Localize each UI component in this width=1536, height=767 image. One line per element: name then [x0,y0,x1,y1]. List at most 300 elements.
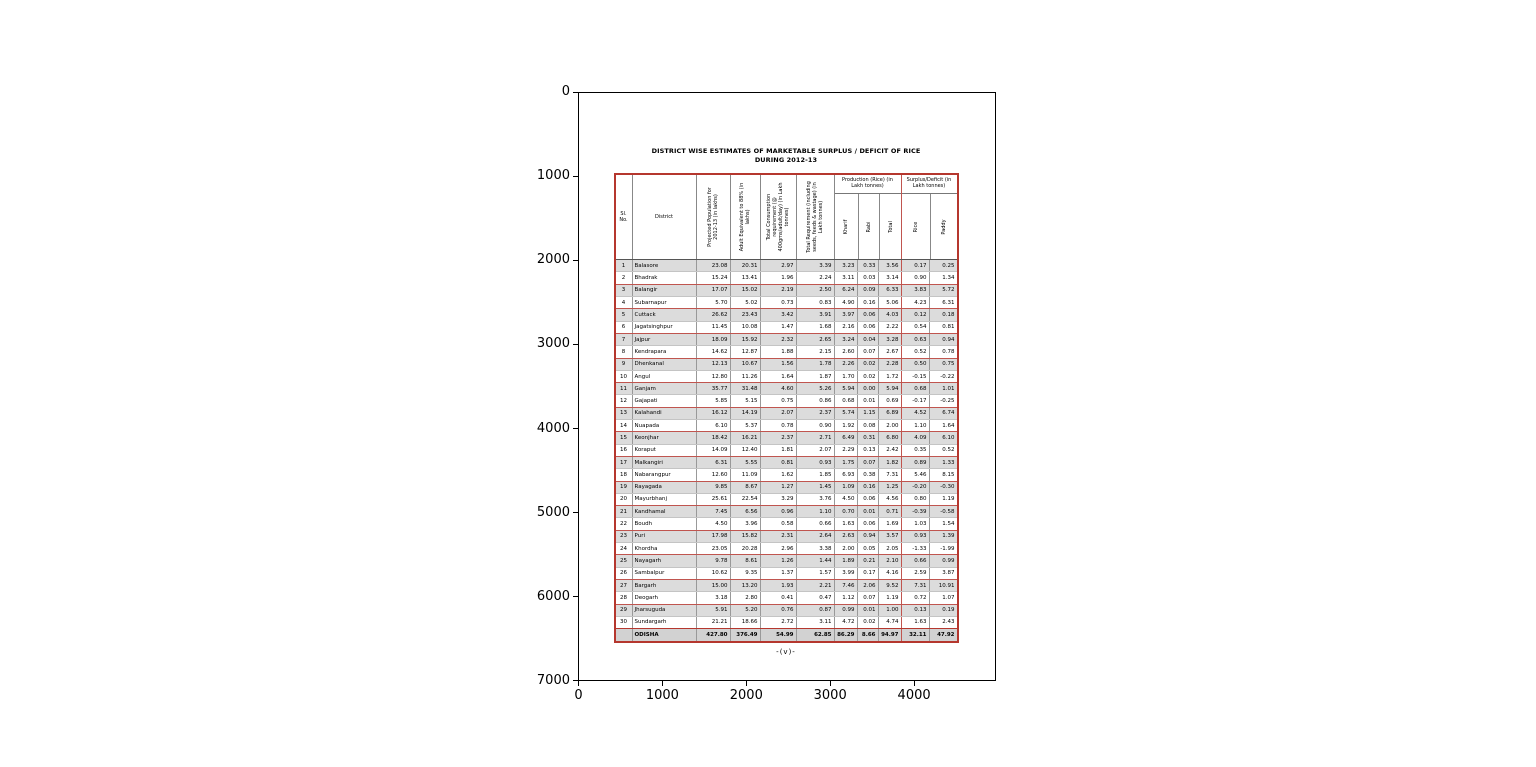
cell-value: 5.70 [696,297,730,308]
cell-value: -0.22 [929,371,957,382]
y-tick-label: 1000 [536,168,570,184]
cell-value: 6.74 [929,408,957,419]
table-row [616,567,957,579]
cell-sl-no: 28 [620,594,627,601]
cell-district: Koraput [632,445,696,456]
cell-district: Rayagada [632,482,696,493]
cell-value: 16.21 [730,432,760,443]
cell-value: 2.60 [834,346,857,357]
cell-value: 2.97 [760,260,796,271]
cell-sl-no: 23 [620,533,627,540]
table-row [616,271,957,283]
cell-district: Kendrapara [632,346,696,357]
cell-value: 10.91 [929,580,957,591]
cell-sl-no: 2 [621,275,626,282]
cell-sl-no: 18 [620,471,627,478]
footer-mark: -(v)- [776,648,796,657]
cell-value: 0.01 [857,605,878,616]
cell-value: 0.96 [760,506,796,517]
cell-value: 0.01 [857,506,878,517]
cell-value: 1.09 [834,482,857,493]
cell-sl-no: 26 [620,570,627,577]
cell-value: 1.25 [878,482,901,493]
cell-sl-no: 14 [620,422,627,429]
cell-value: 1.89 [834,555,857,566]
cell-value: -0.15 [901,371,929,382]
cell-value: 9.85 [696,482,730,493]
cell-value: 3.14 [878,272,901,283]
cell-value: 12.80 [696,371,730,382]
column-header-sl-no-label: Sl. No. [619,211,628,224]
cell-value: 1.68 [796,322,834,333]
cell-value: 0.89 [901,457,929,468]
cell-sl-no: 30 [620,619,627,626]
cell-value: 0.06 [857,494,878,505]
x-tick-mark [914,681,915,686]
column-header-total [879,194,902,259]
cell-value: 0.17 [901,260,929,271]
cell-value: 6.24 [834,285,857,296]
cell-district: Kalahandi [632,408,696,419]
cell-value: 1.56 [760,359,796,370]
cell-sl-no: 20 [620,496,627,503]
cell-value: 3.23 [834,260,857,271]
cell-value: 0.13 [857,445,878,456]
cell-value: 2.37 [796,408,834,419]
column-group-surplus-columns [902,194,957,259]
cell-value: 3.57 [878,531,901,542]
cell-value: 3.99 [834,568,857,579]
cell-value: 0.35 [901,445,929,456]
cell-value: 14.19 [730,408,760,419]
cell-value: 1.63 [901,617,929,628]
cell-value: 0.94 [857,531,878,542]
cell-value: 1.69 [878,518,901,529]
cell-value: 4.50 [834,494,857,505]
cell-value: 1.93 [760,580,796,591]
cell-total-value: 54.99 [760,629,796,641]
cell-district: Puri [632,531,696,542]
cell-value: 4.09 [901,432,929,443]
cell-value: 1.39 [929,531,957,542]
cell-value: 0.31 [857,432,878,443]
cell-value: 12.40 [730,445,760,456]
cell-value: 6.10 [929,432,957,443]
cell-value: 1.44 [796,555,834,566]
cell-district: Sundargarh [632,617,696,628]
cell-value: 35.77 [696,383,730,394]
cell-value: 3.18 [696,592,730,603]
column-header-requirement-label: Total Requirement (including seeds, feeds & wastage) (in Lakh tonnes) [806,181,824,254]
cell-value: 0.03 [857,272,878,283]
cell-value: 1.19 [878,592,901,603]
cell-value: 0.18 [929,309,957,320]
cell-value: 2.22 [878,322,901,333]
cell-value: 6.89 [878,408,901,419]
cell-value: 2.50 [796,285,834,296]
cell-value: 3.28 [878,334,901,345]
cell-value: 0.17 [857,568,878,579]
cell-district: Nayagarh [632,555,696,566]
table-header [616,175,957,260]
cell-district: Angul [632,371,696,382]
cell-value: 3.38 [796,543,834,554]
table-row [616,345,957,357]
y-tick-label: 6000 [536,588,570,604]
cell-sl-no: 4 [621,299,626,306]
cell-value: 3.91 [796,309,834,320]
y-tick-label: 4000 [536,420,570,436]
cell-district: Cuttack [632,309,696,320]
cell-sl-no: 24 [620,545,627,552]
cell-sl-no: 22 [620,521,627,528]
cell-value: -0.20 [901,482,929,493]
cell-value: 20.31 [730,260,760,271]
table-row [616,358,957,370]
cell-value: 0.71 [878,506,901,517]
cell-district: Dhenkanal [632,359,696,370]
table-row [616,382,957,394]
cell-value: 0.80 [901,494,929,505]
cell-value: 18.66 [730,617,760,628]
cell-value: 0.83 [796,297,834,308]
cell-value: 0.52 [901,346,929,357]
cell-value: 5.55 [730,457,760,468]
cell-value: 1.78 [796,359,834,370]
cell-district: Bhadrak [632,272,696,283]
cell-value: 5.94 [834,383,857,394]
cell-value: 2.64 [796,531,834,542]
table-row [616,260,957,271]
cell-value: 0.93 [901,531,929,542]
cell-value: 2.28 [878,359,901,370]
cell-value: -0.30 [929,482,957,493]
cell-district-total: ODISHA [632,629,696,641]
cell-value: 15.82 [730,531,760,542]
cell-value: 8.61 [730,555,760,566]
cell-value: 3.83 [901,285,929,296]
cell-value: 0.75 [760,395,796,406]
y-tick-mark [573,92,578,93]
cell-value: 0.19 [929,605,957,616]
cell-value: 9.78 [696,555,730,566]
cell-value: 1.15 [857,408,878,419]
y-tick-label: 5000 [536,504,570,520]
cell-value: 3.96 [730,518,760,529]
cell-value: 2.37 [760,432,796,443]
cell-value: 1.12 [834,592,857,603]
cell-total-value: 62.85 [796,629,834,641]
cell-value: 6.31 [696,457,730,468]
cell-value: 1.64 [929,420,957,431]
table-row [616,530,957,542]
cell-sl-no: 8 [621,348,626,355]
cell-value: 2.05 [878,543,901,554]
cell-value: 0.54 [901,322,929,333]
cell-value: 4.23 [901,297,929,308]
cell-value: 4.52 [901,408,929,419]
cell-value: 0.08 [857,420,878,431]
document-title-line1: DISTRICT WISE ESTIMATES OF MARKETABLE SURPLUS / DEFICIT OF RICE [651,147,921,155]
cell-value: 5.46 [901,469,929,480]
cell-value: 0.72 [901,592,929,603]
column-header-paddy-label: Paddy [941,219,947,235]
document-title [612,147,960,165]
cell-value: 17.98 [696,531,730,542]
column-header-total-label: Total [887,220,894,233]
cell-sl-no: 6 [621,324,626,331]
cell-value: -0.17 [901,395,929,406]
cell-value: 0.68 [834,395,857,406]
cell-value: 3.87 [929,568,957,579]
cell-value: 0.02 [857,359,878,370]
table-body [616,260,957,628]
cell-value: -1.33 [901,543,929,554]
cell-value: 2.80 [730,592,760,603]
cell-value: 4.60 [760,383,796,394]
cell-value: 0.50 [901,359,929,370]
cell-value: 6.80 [878,432,901,443]
cell-value: -0.58 [929,506,957,517]
cell-district: Malkangiri [632,457,696,468]
cell-value: 4.16 [878,568,901,579]
cell-value: 15.24 [696,272,730,283]
table-row [616,431,957,443]
cell-value: 2.16 [834,322,857,333]
cell-value: 1.64 [760,371,796,382]
table-row [616,517,957,529]
y-tick-mark [573,428,578,429]
y-tick-mark [573,596,578,597]
cell-value: 0.47 [796,592,834,603]
cell-value: 8.67 [730,482,760,493]
cell-district: Nabarangpur [632,469,696,480]
cell-value: 0.06 [857,309,878,320]
cell-value: 10.67 [730,359,760,370]
table-row [616,579,957,591]
cell-value: 1.26 [760,555,796,566]
y-tick-mark [573,260,578,261]
cell-value: 11.45 [696,322,730,333]
cell-value: 0.16 [857,482,878,493]
cell-value: 2.00 [834,543,857,554]
cell-value: 2.67 [878,346,901,357]
table-row [616,394,957,406]
column-header-population-label: Projected Population for 2012-13 (in lakhs) [707,187,719,248]
cell-value: 1.00 [878,605,901,616]
y-tick-label: 0 [561,84,570,99]
cell-value: 0.09 [857,285,878,296]
cell-total-value: 427.80 [696,629,730,641]
rice-table [614,173,959,643]
cell-value: 2.72 [760,617,796,628]
cell-value: 1.47 [760,322,796,333]
cell-value: 2.06 [857,580,878,591]
cell-value: 14.09 [696,445,730,456]
cell-value: 2.15 [796,346,834,357]
cell-value: 2.07 [760,408,796,419]
cell-value: 3.97 [834,309,857,320]
cell-value: 2.31 [760,531,796,542]
cell-value: 2.32 [760,334,796,345]
cell-value: 5.85 [696,395,730,406]
cell-value: -0.25 [929,395,957,406]
cell-sl-no: 17 [620,459,627,466]
column-header-rabi-label: Rabi [865,221,872,233]
cell-value: 0.06 [857,518,878,529]
cell-value: 14.62 [696,346,730,357]
table-row [616,468,957,480]
cell-value: 2.43 [929,617,957,628]
cell-value: 1.33 [929,457,957,468]
column-header-consumption-label: Total Consumption requirement (@ 400gms/adult/day) (in Lakh tonnes) [766,182,790,252]
cell-value: 0.99 [929,555,957,566]
x-tick-label: 2000 [729,688,763,703]
cell-district: Sambalpur [632,568,696,579]
cell-value: 0.58 [760,518,796,529]
total-row [616,628,957,641]
cell-value: 5.72 [929,285,957,296]
cell-value: 4.72 [834,617,857,628]
cell-value: 5.94 [878,383,901,394]
cell-value: 0.38 [857,469,878,480]
y-tick-label: 3000 [536,336,570,352]
cell-sl-no: 1 [621,262,626,269]
cell-district: Balangir [632,285,696,296]
cell-sl-no: 25 [620,557,627,564]
cell-sl-no: 19 [620,484,627,491]
cell-district: Ganjam [632,383,696,394]
cell-district: Subarnapur [632,297,696,308]
cell-value: 1.96 [760,272,796,283]
x-tick-label: 1000 [645,688,679,703]
cell-value: 1.70 [834,371,857,382]
cell-value: 23.05 [696,543,730,554]
cell-value: 1.37 [760,568,796,579]
table-row [616,456,957,468]
cell-district: Khordha [632,543,696,554]
table-row [616,481,957,493]
cell-value: 0.02 [857,617,878,628]
cell-total-value: 376.49 [730,629,760,641]
column-group-production [834,175,901,259]
cell-value: 0.07 [857,346,878,357]
y-tick-mark [573,344,578,345]
cell-value: 5.20 [730,605,760,616]
column-header-sl-no [616,175,632,259]
cell-value: 1.92 [834,420,857,431]
cell-value: 18.09 [696,334,730,345]
cell-value: 0.87 [796,605,834,616]
column-header-adult-equivalent-label: Adult Equivalent to 88% (in lakhs) [739,182,751,252]
cell-district: Jagatsinghpur [632,322,696,333]
cell-value: 0.52 [929,445,957,456]
cell-sl-no: 29 [620,607,627,614]
cell-sl-no: 15 [620,434,627,441]
column-header-paddy [930,194,958,259]
cell-value: 6.93 [834,469,857,480]
scanned-document [612,147,960,656]
cell-sl-no: 9 [621,361,626,368]
cell-value: 0.76 [760,605,796,616]
cell-value: 0.06 [857,322,878,333]
cell-value: 1.45 [796,482,834,493]
cell-value: 2.26 [834,359,857,370]
cell-value: 12.13 [696,359,730,370]
cell-value: 18.42 [696,432,730,443]
cell-sl-no: 3 [621,287,626,294]
cell-value: 0.75 [929,359,957,370]
cell-value: 0.69 [878,395,901,406]
column-group-surplus-deficit-label: Surplus/Deficit (in Lakh tonnes) [902,175,957,194]
cell-sl-no: 5 [621,312,626,319]
cell-value: 1.07 [929,592,957,603]
cell-sl-no [616,629,632,641]
cell-value: 6.31 [929,297,957,308]
table-row [616,308,957,320]
cell-value: 0.13 [901,605,929,616]
cell-total-value: 86.29 [834,629,857,641]
column-header-rabi [858,194,879,259]
cell-value: 8.15 [929,469,957,480]
cell-sl-no: 16 [620,447,627,454]
cell-value: 0.63 [901,334,929,345]
column-header-adult-equivalent [730,175,760,259]
cell-value: 1.03 [901,518,929,529]
column-group-production-label: Production (Rice) (in Lakh tonnes) [835,175,901,194]
table-row [616,493,957,505]
cell-value: 2.59 [901,568,929,579]
cell-value: 3.56 [878,260,901,271]
cell-value: 1.34 [929,272,957,283]
cell-value: 6.10 [696,420,730,431]
cell-value: 2.10 [878,555,901,566]
cell-sl-no: 7 [621,336,626,343]
cell-value: -0.39 [901,506,929,517]
cell-district: Kandhamal [632,506,696,517]
column-header-rice [902,194,930,259]
cell-value: 0.33 [857,260,878,271]
cell-value: 12.60 [696,469,730,480]
cell-value: 15.00 [696,580,730,591]
cell-value: 2.19 [760,285,796,296]
cell-value: 7.31 [878,469,901,480]
table-row [616,542,957,554]
document-title-line2: DURING 2012-13 [754,156,818,165]
column-header-requirement [796,175,834,259]
cell-value: 5.02 [730,297,760,308]
cell-district: Boudh [632,518,696,529]
cell-value: 5.15 [730,395,760,406]
cell-value: 2.29 [834,445,857,456]
cell-value: 0.90 [901,272,929,283]
cell-value: 0.93 [796,457,834,468]
cell-value: 16.12 [696,408,730,419]
cell-value: 20.28 [730,543,760,554]
cell-sl-no: 10 [620,373,627,380]
cell-total-value: 94.97 [878,629,901,641]
cell-value: 6.56 [730,506,760,517]
cell-value: 26.62 [696,309,730,320]
cell-sl-no: 12 [620,398,627,405]
cell-value: 1.01 [929,383,957,394]
cell-value: 1.72 [878,371,901,382]
cell-total-value: 47.92 [929,629,957,641]
cell-total-value: 8.66 [857,629,878,641]
cell-value: 2.07 [796,445,834,456]
table-row [616,554,957,566]
cell-value: 0.70 [834,506,857,517]
